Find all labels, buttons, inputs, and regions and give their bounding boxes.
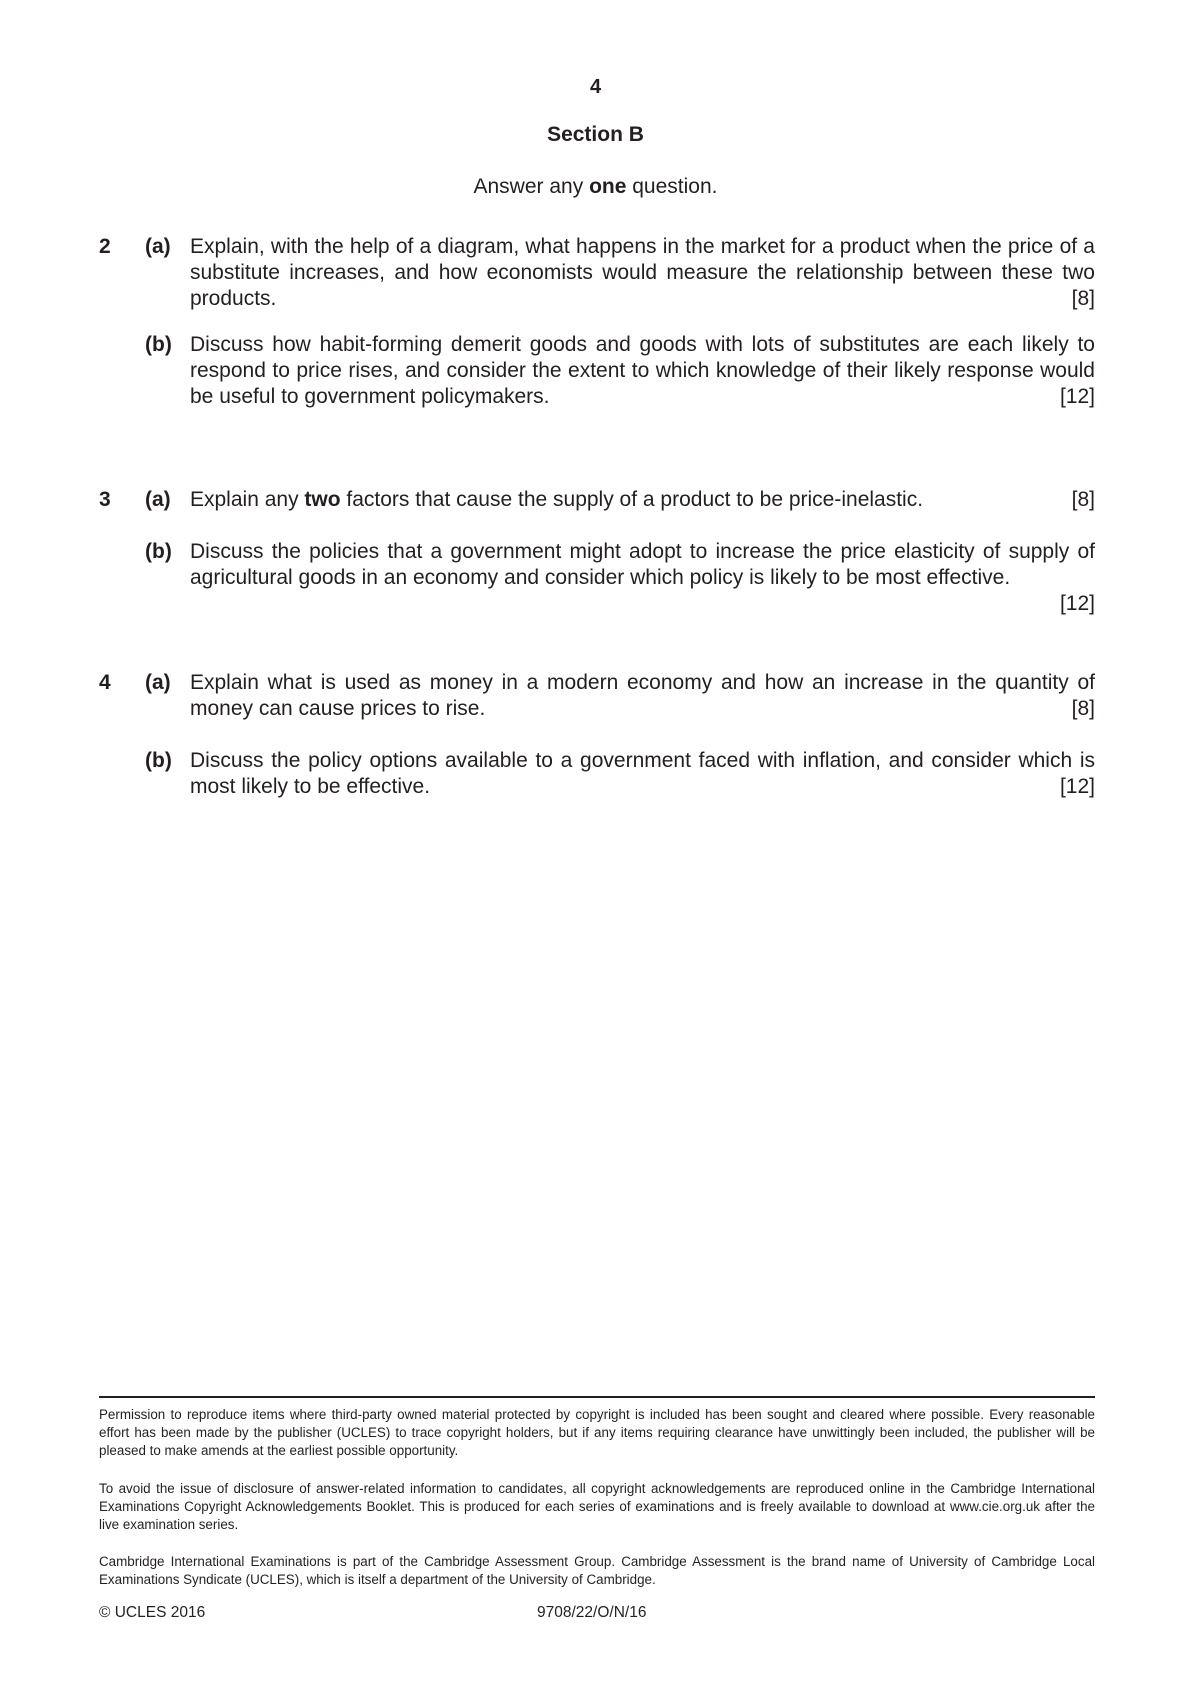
part-text-pre: Explain any	[190, 488, 305, 511]
part-label: (b)	[145, 749, 172, 772]
question-part	[145, 748, 1095, 800]
part-text-post: factors that cause the supply of a product to be price-inelastic.	[340, 488, 924, 511]
instruction-pre: Answer any	[473, 175, 590, 198]
question-part	[145, 234, 1095, 312]
instruction	[0, 175, 1191, 199]
marks: [8]	[1071, 488, 1095, 511]
permission-notice: Permission to reproduce items where third-party owned material protected by copyright is included has been sought and cleared where possible. Every reasonable effort has been made by the publisher (UCLES) to trace copyright holders, but if any items requiring clearance have unwittingly been included, the publisher will be pleased to make amends at the earliest possible opportunity.	[99, 1407, 1095, 1458]
question-3	[99, 487, 1095, 617]
part-text: Discuss how habit-forming demerit goods and goods with lots of substitutes are each likely to respond to price rises, and consider the extent to which knowledge of their likely response would be useful to government policymakers.	[190, 333, 1095, 408]
instruction-emphasis: one	[589, 175, 627, 198]
part-text: Explain what is used as money in a modern economy and how an increase in the quantity of money can cause prices to rise.	[190, 671, 1095, 720]
part-label: (b)	[145, 540, 172, 563]
part-label: (a)	[145, 235, 171, 258]
disclosure-notice: To avoid the issue of disclosure of answer-related information to candidates, all copyright acknowledgements are reproduced online in the Cambridge International Examinations Copyright Acknowledgements Booklet. This is produced for each series of examinations and is freely available to download at www.cie.org.uk after the live examination series.	[99, 1481, 1095, 1532]
marks: [12]	[1059, 385, 1095, 408]
paper-code: 9708/22/O/N/16	[537, 1604, 647, 1621]
question-2	[99, 234, 1095, 414]
question-part	[145, 487, 1095, 513]
part-text: Discuss the policies that a government might adopt to increase the price elasticity of supply of agricultural goods in an economy and consider which policy is likely to be most effective.	[190, 540, 1095, 589]
marks: [8]	[1071, 697, 1095, 720]
part-label: (a)	[145, 671, 171, 694]
part-text-emphasis: two	[304, 488, 341, 511]
section-title: Section B	[547, 123, 644, 146]
question-number: 3	[99, 488, 111, 511]
page-number: 4	[589, 76, 602, 98]
marks: [8]	[1071, 287, 1095, 310]
cambridge-notice: Cambridge International Examinations is part of the Cambridge Assessment Group. Cambridge Assessment is the brand name of University of Cambridge Local Examinations Syndicate (UCLES), which is itself a department of the University of Cambridge.	[99, 1554, 1095, 1587]
part-text: Explain, with the help of a diagram, what happens in the market for a product when the price of a substitute increases, and how economists would measure the relationship between these two products.	[190, 235, 1095, 310]
question-part	[145, 539, 1095, 617]
footer-rule	[99, 1396, 1095, 1398]
part-label: (b)	[145, 333, 172, 356]
question-4	[99, 670, 1095, 800]
part-text: Discuss the policy options available to a government faced with inflation, and consider which is most likely to be effective.	[190, 749, 1095, 798]
question-part	[145, 332, 1095, 410]
question-number: 2	[99, 235, 111, 258]
marks: [12]	[1059, 775, 1095, 798]
instruction-post: question.	[626, 175, 718, 198]
question-part	[145, 670, 1095, 722]
copyright: © UCLES 2016	[99, 1604, 206, 1621]
part-text	[190, 487, 1095, 513]
marks: [12]	[1059, 592, 1095, 615]
part-label: (a)	[145, 488, 171, 511]
question-number: 4	[99, 671, 111, 694]
